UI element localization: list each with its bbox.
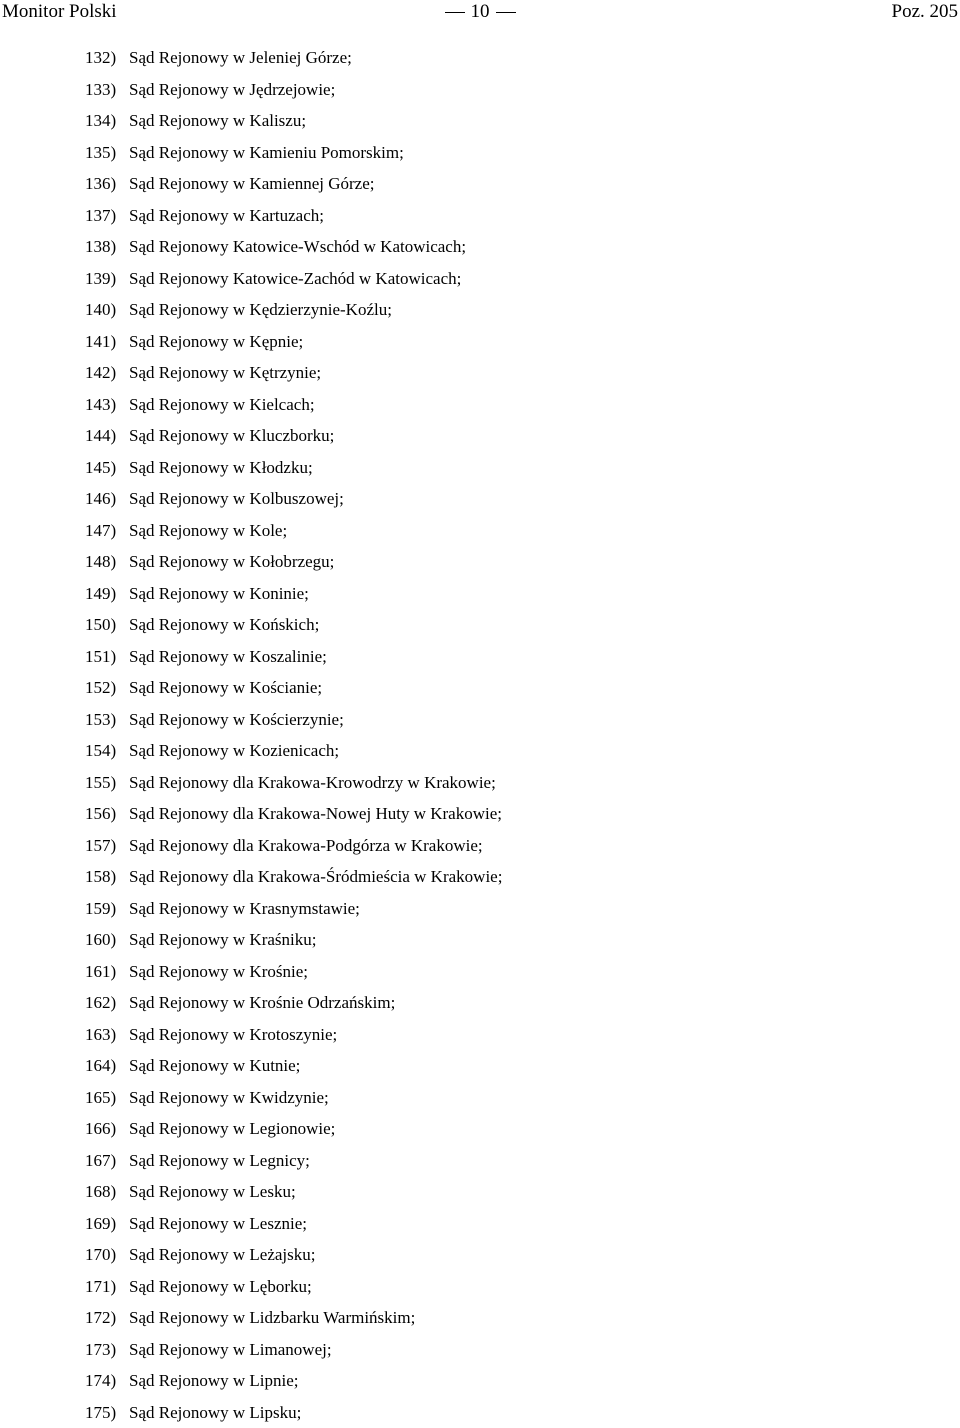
item-text: Sąd Rejonowy w Kraśniku; (129, 930, 316, 949)
item-number: 154) (85, 735, 129, 767)
item-text: Sąd Rejonowy w Lęborku; (129, 1277, 312, 1296)
item-text: Sąd Rejonowy w Kamieniu Pomorskim; (129, 143, 404, 162)
item-text: Sąd Rejonowy w Krośnie Odrzańskim; (129, 993, 395, 1012)
item-text: Sąd Rejonowy w Kaliszu; (129, 111, 306, 130)
item-text: Sąd Rejonowy w Jeleniej Górze; (129, 48, 352, 67)
item-text: Sąd Rejonowy w Kozienicach; (129, 741, 339, 760)
list-item (85, 546, 502, 578)
item-text: Sąd Rejonowy w Kościanie; (129, 678, 322, 697)
list-item (85, 609, 502, 641)
list-item (85, 389, 502, 421)
list-item (85, 956, 502, 988)
item-text: Sąd Rejonowy w Koninie; (129, 584, 309, 603)
list-item (85, 767, 502, 799)
list-item (85, 893, 502, 925)
item-text: Sąd Rejonowy Katowice-Wschód w Katowicach; (129, 237, 466, 256)
item-number: 174) (85, 1365, 129, 1397)
item-number: 155) (85, 767, 129, 799)
item-number: 150) (85, 609, 129, 641)
list-item (85, 74, 502, 106)
item-text: Sąd Rejonowy w Lipsku; (129, 1403, 301, 1422)
item-text: Sąd Rejonowy Katowice-Zachód w Katowicach; (129, 269, 461, 288)
list-item (85, 1208, 502, 1240)
item-text: Sąd Rejonowy dla Krakowa-Krowodrzy w Krakowie; (129, 773, 496, 792)
list-item (85, 137, 502, 169)
list-item (85, 924, 502, 956)
item-number: 173) (85, 1334, 129, 1366)
item-text: Sąd Rejonowy w Kartuzach; (129, 206, 324, 225)
item-text: Sąd Rejonowy w Kole; (129, 521, 287, 540)
item-number: 175) (85, 1397, 129, 1428)
item-text: Sąd Rejonowy w Kętrzynie; (129, 363, 321, 382)
item-text: Sąd Rejonowy w Legnicy; (129, 1151, 310, 1170)
item-text: Sąd Rejonowy w Lipnie; (129, 1371, 299, 1390)
item-text: Sąd Rejonowy dla Krakowa-Podgórza w Krakowie; (129, 836, 483, 855)
item-number: 162) (85, 987, 129, 1019)
item-number: 153) (85, 704, 129, 736)
item-number: 132) (85, 42, 129, 74)
item-number: 170) (85, 1239, 129, 1271)
list-item (85, 1113, 502, 1145)
item-number: 149) (85, 578, 129, 610)
item-text: Sąd Rejonowy w Kwidzynie; (129, 1088, 329, 1107)
list-item (85, 1145, 502, 1177)
item-text: Sąd Rejonowy w Kołobrzegu; (129, 552, 334, 571)
item-text: Sąd Rejonowy w Końskich; (129, 615, 319, 634)
list-item (85, 1019, 502, 1051)
list-item (85, 987, 502, 1019)
item-number: 152) (85, 672, 129, 704)
list-item (85, 1271, 502, 1303)
item-number: 141) (85, 326, 129, 358)
item-text: Sąd Rejonowy w Krasnymstawie; (129, 899, 360, 918)
item-text: Sąd Rejonowy w Kutnie; (129, 1056, 300, 1075)
item-number: 167) (85, 1145, 129, 1177)
page-header (0, 0, 960, 26)
item-number: 168) (85, 1176, 129, 1208)
item-text: Sąd Rejonowy w Kościerzynie; (129, 710, 344, 729)
list-item (85, 1334, 502, 1366)
item-text: Sąd Rejonowy dla Krakowa-Nowej Huty w Krakowie; (129, 804, 502, 823)
dash-right (496, 12, 516, 13)
item-text: Sąd Rejonowy w Kluczborku; (129, 426, 334, 445)
list-item (85, 105, 502, 137)
item-text: Sąd Rejonowy w Kolbuszowej; (129, 489, 344, 508)
item-number: 171) (85, 1271, 129, 1303)
item-text: Sąd Rejonowy w Lesznie; (129, 1214, 307, 1233)
list-item (85, 1082, 502, 1114)
list-item (85, 641, 502, 673)
list-item (85, 168, 502, 200)
item-number: 136) (85, 168, 129, 200)
list-item (85, 1397, 502, 1428)
item-text: Sąd Rejonowy w Lesku; (129, 1182, 296, 1201)
list-item (85, 483, 502, 515)
item-number: 156) (85, 798, 129, 830)
court-list (85, 42, 502, 1428)
item-number: 148) (85, 546, 129, 578)
item-text: Sąd Rejonowy w Lidzbarku Warmińskim; (129, 1308, 415, 1327)
list-item (85, 263, 502, 295)
list-item (85, 578, 502, 610)
item-text: Sąd Rejonowy w Kępnie; (129, 332, 303, 351)
list-item (85, 704, 502, 736)
item-number: 172) (85, 1302, 129, 1334)
item-number: 161) (85, 956, 129, 988)
dash-left (445, 12, 465, 13)
list-item (85, 1365, 502, 1397)
item-text: Sąd Rejonowy w Leżajsku; (129, 1245, 316, 1264)
list-item (85, 798, 502, 830)
list-item (85, 1302, 502, 1334)
list-item (85, 326, 502, 358)
list-item (85, 515, 502, 547)
list-item (85, 1176, 502, 1208)
list-item (85, 42, 502, 74)
list-item (85, 420, 502, 452)
item-text: Sąd Rejonowy w Kielcach; (129, 395, 315, 414)
position-number: Poz. 205 (892, 0, 959, 24)
list-item (85, 357, 502, 389)
item-number: 143) (85, 389, 129, 421)
list-item (85, 830, 502, 862)
page-number: 10 (471, 1, 490, 22)
item-text: Sąd Rejonowy w Jędrzejowie; (129, 80, 335, 99)
item-number: 135) (85, 137, 129, 169)
item-number: 165) (85, 1082, 129, 1114)
item-text: Sąd Rejonowy w Kłodzku; (129, 458, 313, 477)
item-number: 140) (85, 294, 129, 326)
publication-title: Monitor Polski (2, 0, 117, 24)
list-item (85, 1239, 502, 1271)
item-number: 142) (85, 357, 129, 389)
list-item (85, 861, 502, 893)
list-item (85, 231, 502, 263)
item-number: 139) (85, 263, 129, 295)
item-number: 137) (85, 200, 129, 232)
item-number: 159) (85, 893, 129, 925)
item-text: Sąd Rejonowy w Kamiennej Górze; (129, 174, 375, 193)
list-item (85, 672, 502, 704)
page-number-block (0, 0, 960, 24)
item-number: 151) (85, 641, 129, 673)
item-number: 134) (85, 105, 129, 137)
item-text: Sąd Rejonowy w Koszalinie; (129, 647, 327, 666)
item-number: 146) (85, 483, 129, 515)
item-text: Sąd Rejonowy dla Krakowa-Śródmieścia w Krakowie; (129, 867, 502, 886)
item-number: 158) (85, 861, 129, 893)
list-item (85, 735, 502, 767)
item-number: 166) (85, 1113, 129, 1145)
list-item (85, 1050, 502, 1082)
item-number: 169) (85, 1208, 129, 1240)
item-text: Sąd Rejonowy w Kędzierzynie-Koźlu; (129, 300, 392, 319)
item-number: 160) (85, 924, 129, 956)
item-number: 157) (85, 830, 129, 862)
item-number: 133) (85, 74, 129, 106)
item-number: 164) (85, 1050, 129, 1082)
list-item (85, 452, 502, 484)
item-number: 144) (85, 420, 129, 452)
item-number: 138) (85, 231, 129, 263)
item-text: Sąd Rejonowy w Limanowej; (129, 1340, 332, 1359)
item-text: Sąd Rejonowy w Krośnie; (129, 962, 308, 981)
list-item (85, 200, 502, 232)
item-number: 163) (85, 1019, 129, 1051)
list-item (85, 294, 502, 326)
item-number: 145) (85, 452, 129, 484)
item-text: Sąd Rejonowy w Legionowie; (129, 1119, 335, 1138)
item-text: Sąd Rejonowy w Krotoszynie; (129, 1025, 337, 1044)
item-number: 147) (85, 515, 129, 547)
